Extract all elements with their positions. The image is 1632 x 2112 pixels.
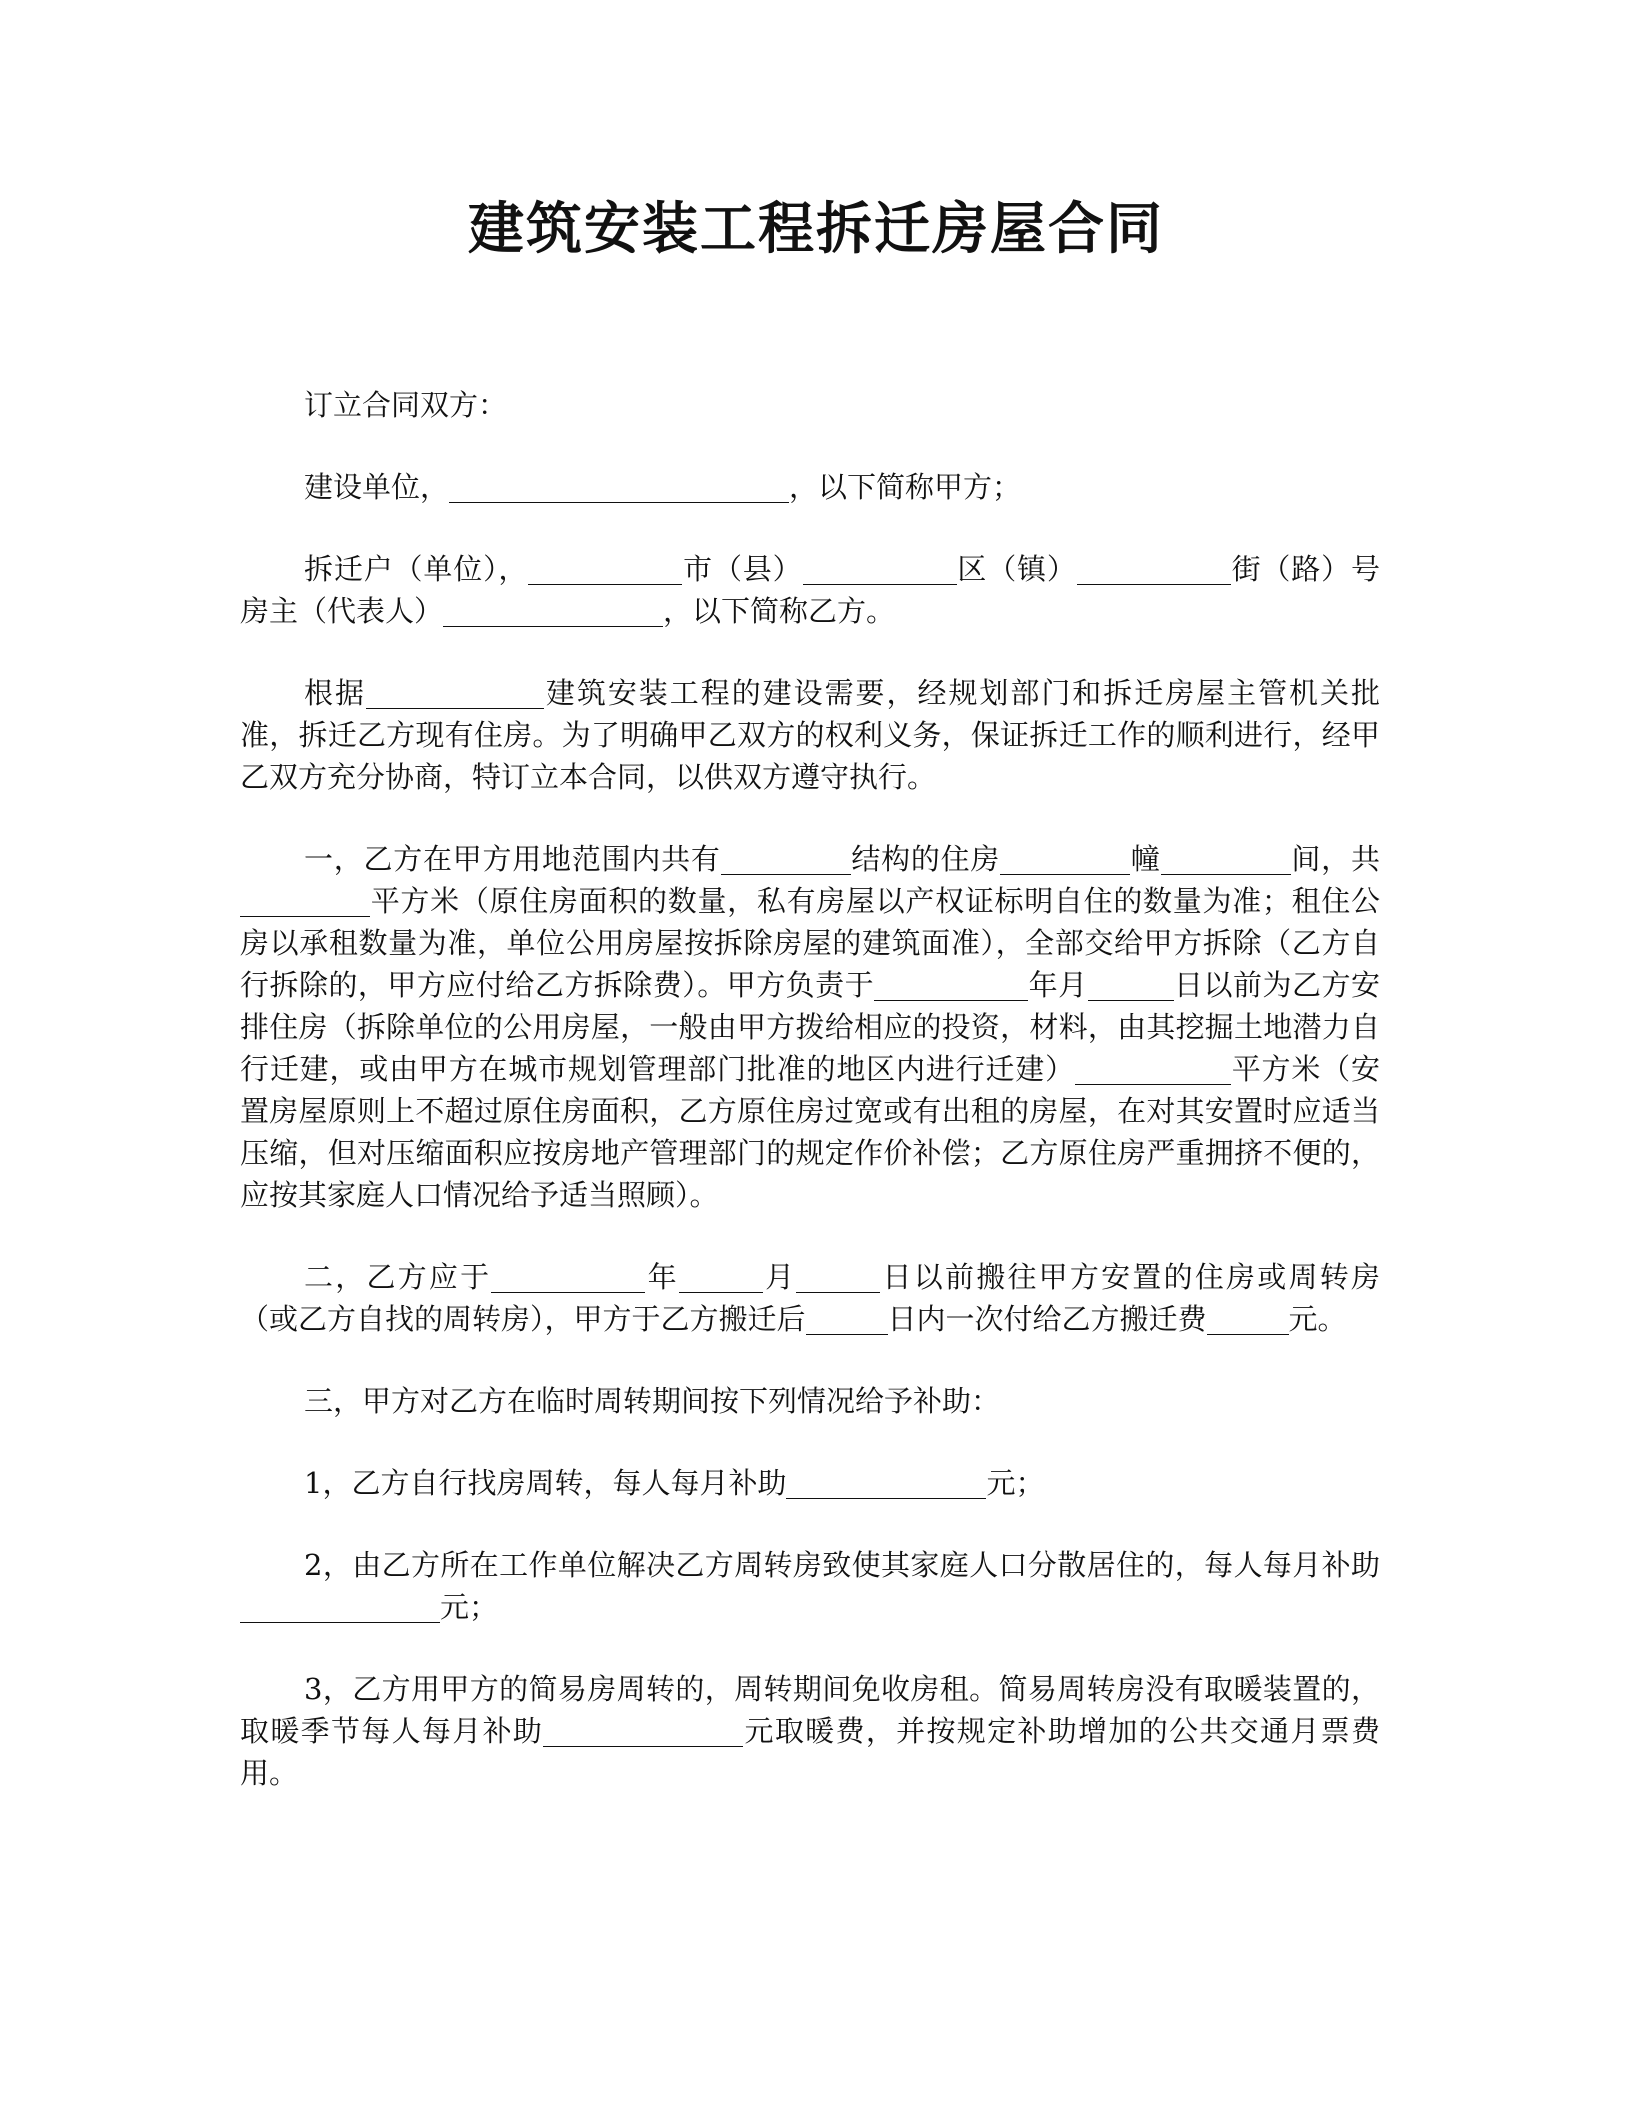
fill-blank <box>1088 970 1174 1001</box>
fill-blank <box>240 1592 440 1623</box>
paragraph-subsidy-2 <box>240 1544 1380 1628</box>
text: 根据 <box>304 676 366 710</box>
paragraph-parties: 订立合同双方： <box>304 388 508 422</box>
fill-blank <box>803 554 957 585</box>
paragraph-article-two <box>240 1256 1380 1340</box>
text: 元； <box>986 1466 1045 1500</box>
fill-blank <box>874 970 1028 1001</box>
text: 二，乙方应于 <box>304 1260 492 1294</box>
text: 结构的住房 <box>850 842 1001 876</box>
fill-blank <box>449 472 789 503</box>
text: ，以下简称甲方； <box>789 470 1022 504</box>
fill-blank <box>1207 1304 1289 1335</box>
fill-blank <box>491 1262 645 1293</box>
paragraph-article-one <box>240 838 1380 1216</box>
text: 元； <box>440 1590 499 1624</box>
text: 间，共 <box>1290 842 1380 876</box>
fill-blank <box>721 844 851 875</box>
text: 元。 <box>1288 1302 1347 1336</box>
text: 拆迁户（单位）， <box>304 552 529 586</box>
text: 幢 <box>1130 842 1161 876</box>
text: ，以下简称乙方。 <box>663 594 896 628</box>
text: 建设单位， <box>304 470 450 504</box>
text: 一，乙方在甲方用地范围内共有 <box>304 842 721 876</box>
fill-blank <box>543 1716 743 1747</box>
text: 建筑安装工程的建设需要，经规划部门和拆迁房屋主管机关批准，拆迁乙方现有住房。为了明确甲乙双方的权利义务，保证拆迁工作的顺利进行，经甲乙双方充分协商，特订立本合同，以供双方遵守执行。 <box>240 676 1380 794</box>
paragraph-builder <box>240 466 1380 508</box>
text: 日内一次付给乙方搬迁费 <box>887 1302 1207 1336</box>
paragraph-article-three: 三，甲方对乙方在临时周转期间按下列情况给予补助： <box>304 1384 1001 1418</box>
fill-blank <box>1075 1054 1231 1085</box>
fill-blank <box>240 886 370 917</box>
text: 月 <box>762 1260 797 1294</box>
text: 平方米（原住房面积的数量，私有房屋以产权证标明自住的数量为准；租住公房以承租数量为准，单位公用房屋按拆除房屋的建筑面准），全部交给甲方拆除（乙方自行拆除的，甲方应付给乙方拆除费）。甲方负责于 <box>240 884 1380 1002</box>
paragraph-resident <box>240 548 1380 632</box>
document-title: 建筑安装工程拆迁房屋合同 <box>468 197 1164 262</box>
fill-blank <box>1000 844 1130 875</box>
fill-blank <box>443 596 663 627</box>
text: 街（路）号房主（代表人） <box>240 552 1380 628</box>
text: 年 <box>645 1260 679 1294</box>
paragraph-basis <box>240 672 1380 798</box>
paragraph-subsidy-1 <box>240 1462 1380 1504</box>
fill-blank <box>806 1304 888 1335</box>
fill-blank <box>679 1262 763 1293</box>
text: 元取暖费，并按规定补助增加的公共交通月票费用。 <box>240 1714 1380 1790</box>
fill-blank <box>366 678 544 709</box>
fill-blank <box>796 1262 880 1293</box>
text: 日以前搬往甲方安置的住房或周转房（或乙方自找的周转房），甲方于乙方搬迁后 <box>240 1260 1380 1336</box>
fill-blank <box>1161 844 1291 875</box>
text: 3，乙方用甲方的简易房周转的，周转期间免收房租。简易周转房没有取暖装置的，取暖季节每人每月补助 <box>240 1672 1380 1748</box>
fill-blank <box>786 1468 986 1499</box>
fill-blank <box>528 554 682 585</box>
text: 2，由乙方所在工作单位解决乙方周转房致使其家庭人口分散居住的，每人每月补助 <box>304 1548 1380 1582</box>
fill-blank <box>1077 554 1231 585</box>
paragraph-subsidy-3 <box>240 1668 1380 1794</box>
text: 年月 <box>1028 968 1088 1002</box>
text: 市（县） <box>682 552 803 586</box>
text: 日以前为乙方安排住房（拆除单位的公用房屋，一般由甲方拨给相应的投资，材料，由其挖掘土地潜力自行迁建，或由甲方在城市规划管理部门批准的地区内进行迁建） <box>240 968 1380 1086</box>
text: 区（镇） <box>956 552 1077 586</box>
text: 平方米（安置房屋原则上不超过原住房面积，乙方原住房过宽或有出租的房屋，在对其安置时应适当压缩，但对压缩面积应按房地产管理部门的规定作价补偿；乙方原住房严重拥挤不便的，应按其家庭人口情况给予适当照顾）。 <box>240 1052 1380 1212</box>
text: 1，乙方自行找房周转，每人每月补助 <box>304 1466 787 1500</box>
contract-body <box>240 384 1380 1834</box>
